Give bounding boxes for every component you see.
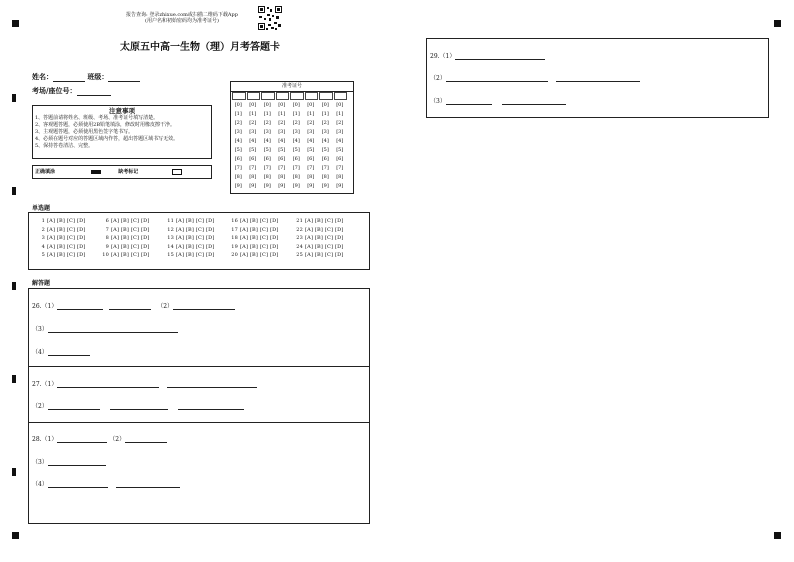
q26-part4-blank[interactable]	[48, 349, 90, 356]
exam-number-column	[275, 101, 290, 191]
mc-question-group	[295, 217, 344, 260]
mc-question-number: 12	[167, 226, 174, 233]
mc-question-number: 5	[41, 252, 45, 258]
mc-options[interactable]: [A] [B] [C] [D]	[47, 235, 86, 241]
mc-question-number: 13	[167, 235, 174, 241]
digit-bubble[interactable]: [5]	[292, 147, 300, 153]
notice-list	[35, 115, 209, 150]
digit-bubble[interactable]: [4]	[292, 138, 300, 144]
exam-number-column	[246, 101, 261, 191]
digit-bubble[interactable]: [9]	[307, 183, 315, 189]
side-mark-3	[12, 282, 16, 290]
correct-fill-sample	[91, 170, 101, 174]
mc-options[interactable]: [A] [B] [C] [D]	[240, 235, 279, 241]
report-notice-line2: (用户名和初始密码均为准考证号)	[145, 18, 219, 24]
mc-question-number: 16	[231, 218, 238, 224]
mc-question-number: 21	[296, 218, 303, 224]
q28-box	[28, 422, 370, 524]
exam-number-entry-cells[interactable]	[232, 92, 348, 100]
digit-bubble[interactable]: [5]	[263, 147, 271, 153]
digit-bubble[interactable]: [6]	[249, 156, 257, 162]
absent-mark-label: 缺考标记	[118, 169, 139, 175]
q28-part4-label: （4）	[32, 481, 48, 488]
digit-bubble[interactable]: [6]	[321, 156, 329, 162]
mc-section-label: 单选题	[32, 205, 51, 212]
digit-bubble[interactable]: [3]	[263, 129, 271, 135]
digit-bubble[interactable]: [8]	[249, 174, 257, 180]
side-mark-5	[12, 468, 16, 476]
digit-bubble[interactable]: [7]	[307, 165, 315, 171]
name-label: 姓名：	[32, 72, 53, 81]
mc-question-group	[166, 217, 215, 260]
mc-question-row[interactable]	[37, 217, 86, 226]
mc-question-number: 3	[41, 235, 45, 241]
notice-item: 1、答题前请将姓名、班级、考场、准考证号填写清楚。	[35, 115, 159, 121]
mc-question-group	[37, 217, 86, 260]
corner-mark-bottom-right	[774, 532, 781, 539]
digit-bubble[interactable]: [1]	[292, 111, 300, 117]
exam-number-column	[231, 101, 246, 191]
report-notice	[112, 12, 252, 24]
q27-part2-blank-a[interactable]	[48, 403, 100, 410]
q27-part1-blank-b[interactable]	[167, 381, 257, 388]
mc-question-row[interactable]	[101, 243, 150, 252]
digit-bubble[interactable]: [8]	[307, 174, 315, 180]
notice-item: 5、保持答卷清洁、完整。	[35, 143, 94, 149]
mc-question-number: 14	[167, 243, 174, 250]
mc-question-group	[101, 217, 150, 260]
digit-bubble[interactable]: [5]	[234, 147, 242, 153]
digit-bubble[interactable]: [3]	[321, 129, 329, 135]
digit-bubble[interactable]: [3]	[234, 129, 242, 135]
digit-bubble[interactable]: [9]	[321, 183, 329, 189]
mc-options[interactable]: [A] [B] [C] [D]	[240, 243, 279, 250]
answer-section-label: 解答题	[32, 280, 51, 287]
q26-part1-label: （1）	[41, 303, 58, 310]
mc-question-row[interactable]	[166, 251, 215, 260]
mc-question-row[interactable]	[101, 226, 150, 235]
mc-question-number: 4	[41, 243, 45, 250]
q27-number: 27.	[32, 381, 42, 388]
digit-bubble[interactable]: [3]	[249, 129, 257, 135]
digit-bubble[interactable]: [1]	[278, 111, 286, 117]
mc-question-number: 15	[167, 252, 174, 258]
mc-question-row[interactable]	[230, 217, 279, 226]
digit-bubble[interactable]: [2]	[249, 120, 257, 126]
mc-question-row[interactable]	[37, 234, 86, 243]
digit-bubble[interactable]: [5]	[336, 147, 344, 153]
digit-bubble[interactable]: [1]	[263, 111, 271, 117]
digit-bubble[interactable]: [6]	[234, 156, 242, 162]
q28-part3-label: （3）	[32, 459, 48, 466]
digit-bubble[interactable]: [7]	[249, 165, 257, 171]
mc-options[interactable]: [A] [B] [C] [D]	[176, 226, 215, 233]
digit-bubble[interactable]: [0]	[321, 102, 329, 108]
q27-part2-label: （2）	[32, 403, 48, 410]
mc-options[interactable]: [A] [B] [C] [D]	[305, 226, 344, 233]
digit-bubble[interactable]: [1]	[336, 111, 344, 117]
digit-bubble[interactable]: [5]	[278, 147, 286, 153]
mc-options[interactable]: [A] [B] [C] [D]	[111, 235, 150, 241]
mc-options[interactable]: [A] [B] [C] [D]	[240, 252, 279, 258]
q26-part3-blank[interactable]	[48, 326, 178, 333]
mc-options[interactable]: [A] [B] [C] [D]	[111, 252, 150, 258]
mc-question-row[interactable]	[295, 243, 344, 252]
mc-question-number: 23	[296, 235, 303, 241]
digit-bubble[interactable]: [7]	[336, 165, 344, 171]
q28-part2-blank[interactable]	[125, 436, 167, 443]
mc-options[interactable]: [A] [B] [C] [D]	[176, 252, 215, 258]
absent-mark-checkbox[interactable]	[172, 169, 182, 175]
mc-question-number: 2	[41, 226, 45, 233]
digit-bubble[interactable]: [4]	[336, 138, 344, 144]
q27-part2-blank-b[interactable]	[110, 403, 168, 410]
mc-question-row[interactable]	[230, 234, 279, 243]
exam-number-column	[333, 101, 348, 191]
mc-question-row[interactable]	[295, 217, 344, 226]
digit-bubble[interactable]: [2]	[307, 120, 315, 126]
q28-part1-label: （1）	[41, 436, 58, 443]
q26-part2-blank[interactable]	[173, 303, 235, 310]
digit-bubble[interactable]: [7]	[321, 165, 329, 171]
q29-part2-blank-a[interactable]	[446, 75, 548, 82]
digit-bubble[interactable]: [0]	[278, 102, 286, 108]
digit-bubble[interactable]: [7]	[278, 165, 286, 171]
mc-question-row[interactable]	[295, 226, 344, 235]
side-mark-1	[12, 94, 16, 102]
exam-number-column	[304, 101, 319, 191]
digit-bubble[interactable]: [6]	[292, 156, 300, 162]
digit-bubble[interactable]: [4]	[278, 138, 286, 144]
digit-bubble[interactable]: [8]	[321, 174, 329, 180]
seat-field[interactable]	[77, 89, 111, 96]
qr-code-icon	[257, 5, 283, 31]
mc-options[interactable]: [A] [B] [C] [D]	[176, 235, 215, 241]
mc-options[interactable]: [A] [B] [C] [D]	[305, 252, 344, 258]
q28-number: 28.	[32, 436, 42, 443]
mc-options[interactable]: [A] [B] [C] [D]	[47, 218, 86, 224]
mc-question-number: 8	[105, 235, 109, 241]
mc-options[interactable]: [A] [B] [C] [D]	[176, 218, 215, 224]
q27-part1-label: （1）	[41, 381, 58, 388]
q28-part2-label: （2）	[109, 436, 126, 443]
digit-bubble[interactable]: [4]	[321, 138, 329, 144]
mc-question-row[interactable]	[101, 251, 150, 260]
digit-bubble[interactable]: [6]	[307, 156, 315, 162]
mc-question-row[interactable]	[101, 234, 150, 243]
digit-bubble[interactable]: [4]	[234, 138, 242, 144]
q29-part3-blank-b[interactable]	[502, 98, 566, 105]
q27-part1-blank-a[interactable]	[57, 381, 159, 388]
student-info	[32, 72, 140, 96]
exam-number-column	[318, 101, 333, 191]
mc-answer-box	[28, 212, 370, 270]
exam-number-column	[260, 101, 275, 191]
mc-question-number: 20	[231, 252, 238, 258]
side-mark-2	[12, 187, 16, 195]
q26-part4-label: （4）	[32, 349, 48, 356]
notice-title: 注意事项	[109, 107, 135, 115]
mc-question-row[interactable]	[295, 251, 344, 260]
digit-bubble[interactable]: [7]	[292, 165, 300, 171]
report-notice-line1: 报告查询: 登录zhixue.com或扫描二维码下载App	[126, 12, 238, 18]
digit-bubble[interactable]: [8]	[292, 174, 300, 180]
mc-question-number: 9	[105, 243, 109, 250]
digit-bubble[interactable]: [1]	[321, 111, 329, 117]
exam-number-bubbles[interactable]	[231, 101, 347, 191]
correct-fill-label: 正确填涂	[35, 169, 56, 175]
digit-bubble[interactable]: [3]	[336, 129, 344, 135]
q27-box	[28, 366, 370, 423]
mc-options[interactable]: [A] [B] [C] [D]	[111, 243, 150, 250]
mc-question-row[interactable]	[37, 251, 86, 260]
digit-bubble[interactable]: [9]	[234, 183, 242, 189]
corner-mark-top-left	[12, 20, 19, 27]
digit-bubble[interactable]: [4]	[307, 138, 315, 144]
mc-question-row[interactable]	[295, 234, 344, 243]
mc-options[interactable]: [A] [B] [C] [D]	[47, 252, 86, 258]
digit-bubble[interactable]: [0]	[292, 102, 300, 108]
digit-bubble[interactable]: [6]	[336, 156, 344, 162]
mc-options[interactable]: [A] [B] [C] [D]	[111, 218, 150, 224]
digit-bubble[interactable]: [6]	[278, 156, 286, 162]
q26-box	[28, 288, 370, 367]
mc-question-number: 6	[105, 218, 109, 224]
digit-bubble[interactable]: [7]	[234, 165, 242, 171]
mc-question-number: 19	[231, 243, 238, 250]
q26-part3-label: （3）	[32, 326, 48, 333]
q26-part1-blank-b[interactable]	[109, 303, 151, 310]
digit-bubble[interactable]: [8]	[336, 174, 344, 180]
q29-number: 29.	[430, 53, 440, 60]
exam-number-column	[289, 101, 304, 191]
seat-label: 考场/座位号：	[32, 86, 77, 95]
mc-question-number: 18	[231, 235, 238, 241]
q29-part1-label: （1）	[439, 53, 456, 60]
q29-part3-blank-a[interactable]	[446, 98, 492, 105]
q26-number: 26.	[32, 303, 42, 310]
notice-item: 4、必须在题号对应的答题区域内作答，超出答题区域书写无效。	[35, 136, 179, 142]
digit-bubble[interactable]: [2]	[234, 120, 242, 126]
digit-bubble[interactable]: [0]	[234, 102, 242, 108]
digit-bubble[interactable]: [6]	[263, 156, 271, 162]
notice-box	[32, 105, 212, 159]
exam-number-title: 准考证号	[231, 82, 353, 92]
digit-bubble[interactable]: [8]	[278, 174, 286, 180]
mc-question-number: 11	[167, 218, 174, 224]
q29-part2-blank-b[interactable]	[556, 75, 640, 82]
q28-part4-blank-a[interactable]	[48, 481, 108, 488]
mc-question-row[interactable]	[230, 243, 279, 252]
mc-question-row[interactable]	[230, 226, 279, 235]
digit-bubble[interactable]: [0]	[307, 102, 315, 108]
mc-question-number: 10	[102, 252, 109, 258]
q28-part1-blank[interactable]	[57, 436, 107, 443]
mc-question-row[interactable]	[166, 226, 215, 235]
digit-bubble[interactable]: [2]	[321, 120, 329, 126]
digit-bubble[interactable]: [3]	[292, 129, 300, 135]
q28-part4-blank-b[interactable]	[116, 481, 180, 488]
digit-bubble[interactable]: [0]	[263, 102, 271, 108]
digit-bubble[interactable]: [4]	[263, 138, 271, 144]
q26-part2-label: （2）	[157, 303, 174, 310]
page-title: 太原五中高一生物（理）月考答题卡	[120, 42, 280, 53]
digit-bubble[interactable]: [1]	[249, 111, 257, 117]
digit-bubble[interactable]: [3]	[278, 129, 286, 135]
digit-bubble[interactable]: [2]	[292, 120, 300, 126]
mc-question-row[interactable]	[101, 217, 150, 226]
q29-part2-label: （2）	[430, 75, 446, 82]
digit-bubble[interactable]: [8]	[263, 174, 271, 180]
mc-question-group	[230, 217, 279, 260]
mc-options[interactable]: [A] [B] [C] [D]	[305, 218, 344, 224]
mc-question-number: 25	[296, 252, 303, 258]
digit-bubble[interactable]: [5]	[249, 147, 257, 153]
digit-bubble[interactable]: [1]	[234, 111, 242, 117]
corner-mark-bottom-left	[12, 532, 19, 539]
digit-bubble[interactable]: [9]	[278, 183, 286, 189]
mc-question-row[interactable]	[37, 226, 86, 235]
digit-bubble[interactable]: [7]	[263, 165, 271, 171]
digit-bubble[interactable]: [3]	[307, 129, 315, 135]
digit-bubble[interactable]: [9]	[249, 183, 257, 189]
digit-bubble[interactable]: [2]	[263, 120, 271, 126]
mc-options[interactable]: [A] [B] [C] [D]	[47, 226, 86, 233]
digit-bubble[interactable]: [2]	[278, 120, 286, 126]
mc-question-number: 24	[296, 243, 303, 250]
digit-bubble[interactable]: [1]	[307, 111, 315, 117]
mc-question-row[interactable]	[230, 251, 279, 260]
mc-question-row[interactable]	[166, 234, 215, 243]
q29-part1-blank[interactable]	[455, 53, 545, 60]
digit-bubble[interactable]: [5]	[307, 147, 315, 153]
digit-bubble[interactable]: [0]	[249, 102, 257, 108]
mc-options[interactable]: [A] [B] [C] [D]	[111, 226, 150, 233]
corner-mark-top-right	[774, 20, 781, 27]
mc-question-number: 1	[41, 218, 45, 224]
digit-bubble[interactable]: [2]	[336, 120, 344, 126]
mc-options[interactable]: [A] [B] [C] [D]	[305, 235, 344, 241]
mc-options[interactable]: [A] [B] [C] [D]	[240, 226, 279, 233]
name-field[interactable]	[53, 75, 85, 82]
digit-bubble[interactable]: [0]	[336, 102, 344, 108]
mc-options[interactable]: [A] [B] [C] [D]	[176, 243, 215, 250]
digit-bubble[interactable]: [9]	[336, 183, 344, 189]
class-label: 班级：	[87, 72, 109, 81]
digit-bubble[interactable]: [4]	[249, 138, 257, 144]
mc-question-number: 7	[105, 226, 109, 233]
mc-options[interactable]: [A] [B] [C] [D]	[240, 218, 279, 224]
mc-options[interactable]: [A] [B] [C] [D]	[47, 243, 86, 250]
mc-question-row[interactable]	[37, 243, 86, 252]
digit-bubble[interactable]: [8]	[234, 174, 242, 180]
q26-part1-blank-a[interactable]	[57, 303, 103, 310]
mc-question-row[interactable]	[166, 217, 215, 226]
q29-part3-label: （3）	[430, 98, 446, 105]
class-field[interactable]	[108, 75, 140, 82]
notice-item: 2、客观题答题，必须使用2B铅笔填涂，修改时用橡皮擦干净。	[35, 122, 176, 128]
q27-part2-blank-c[interactable]	[178, 403, 244, 410]
mc-question-number: 22	[296, 226, 303, 233]
mc-question-number: 17	[231, 226, 238, 233]
digit-bubble[interactable]: [5]	[321, 147, 329, 153]
digit-bubble[interactable]: [9]	[263, 183, 271, 189]
fill-example-box	[32, 165, 212, 179]
digit-bubble[interactable]: [9]	[292, 183, 300, 189]
mc-options[interactable]: [A] [B] [C] [D]	[305, 243, 344, 250]
q28-part3-blank[interactable]	[48, 459, 106, 466]
q29-box	[426, 38, 769, 118]
mc-question-row[interactable]	[166, 243, 215, 252]
notice-item: 3、主观题答题，必须使用黑色签字笔书写。	[35, 129, 134, 135]
side-mark-4	[12, 375, 16, 383]
